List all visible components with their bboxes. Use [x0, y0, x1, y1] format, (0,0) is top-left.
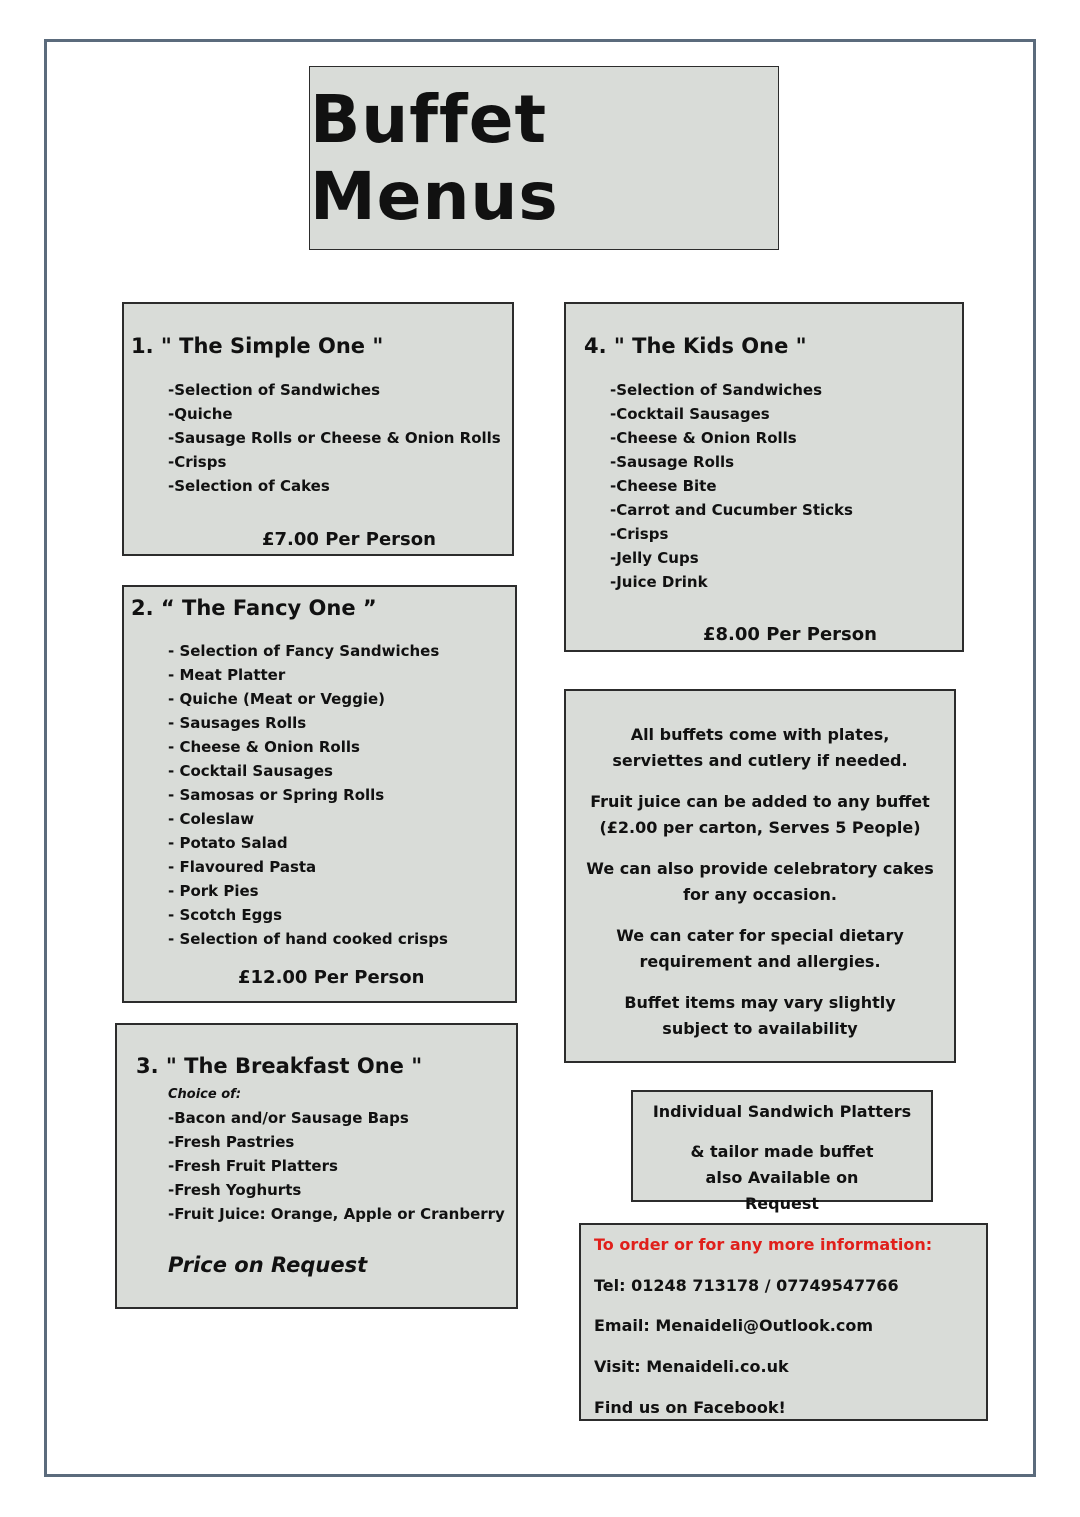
- menu-fancy-title: 2. “ The Fancy One ”: [131, 596, 377, 620]
- list-item: -Crisps: [168, 453, 227, 471]
- list-item: -Cocktail Sausages: [610, 405, 770, 423]
- contact-tel: Tel: 01248 713178 / 07749547766: [594, 1276, 899, 1295]
- list-item: -Fresh Pastries: [168, 1133, 295, 1151]
- contact-website: Visit: Menaideli.co.uk: [594, 1357, 789, 1376]
- list-item: -Selection of Sandwiches: [610, 381, 822, 399]
- contact-heading: To order or for any more information:: [594, 1235, 933, 1254]
- platters-line: Individual Sandwich Platters: [652, 1102, 912, 1121]
- menu-breakfast-box: [115, 1023, 518, 1309]
- menu-kids-price: £8.00 Per Person: [703, 624, 877, 645]
- list-item: - Quiche (Meat or Veggie): [168, 690, 385, 708]
- menu-breakfast-price: Price on Request: [168, 1253, 368, 1277]
- list-item: -Juice Drink: [610, 573, 708, 591]
- info-paragraph: Buffet items may vary slightly subject to availability: [624, 993, 896, 1038]
- info-paragraph: All buffets come with plates, serviettes and cutlery if needed.: [612, 725, 908, 770]
- list-item: -Jelly Cups: [610, 549, 699, 567]
- menu-simple-title: 1. " The Simple One ": [131, 334, 384, 358]
- menu-fancy-box: [122, 585, 517, 1003]
- list-item: -Sausage Rolls or Cheese & Onion Rolls: [168, 429, 501, 447]
- list-item: - Selection of hand cooked crisps: [168, 930, 448, 948]
- list-item: -Quiche: [168, 405, 233, 423]
- list-item: - Scotch Eggs: [168, 906, 283, 924]
- list-item: - Flavoured Pasta: [168, 858, 317, 876]
- info-paragraph: We can also provide celebratory cakes for any occasion.: [586, 859, 934, 904]
- list-item: - Coleslaw: [168, 810, 255, 828]
- menu-simple-items: [168, 378, 501, 498]
- contact-facebook: Find us on Facebook!: [594, 1398, 786, 1417]
- page-title: Buffet Menus: [310, 81, 559, 235]
- list-item: -Selection of Cakes: [168, 477, 330, 495]
- menu-simple-box: [122, 302, 514, 556]
- info-box: [564, 689, 956, 1063]
- menu-breakfast-choice-label: Choice of:: [168, 1087, 242, 1102]
- menu-breakfast-title: 3. " The Breakfast One ": [136, 1054, 423, 1078]
- list-item: -Cheese & Onion Rolls: [610, 429, 797, 447]
- list-item: - Pork Pies: [168, 882, 259, 900]
- title-box: [309, 66, 779, 250]
- list-item: - Cocktail Sausages: [168, 762, 333, 780]
- info-paragraph: Fruit juice can be added to any buffet (£2.00 per carton, Serves 5 People): [590, 792, 930, 837]
- platters-line: & tailor made buffet also Available on Request: [690, 1142, 874, 1213]
- list-item: -Fresh Yoghurts: [168, 1181, 302, 1199]
- menu-kids-items: [610, 378, 853, 594]
- menu-fancy-price: £12.00 Per Person: [238, 967, 425, 988]
- list-item: -Selection of Sandwiches: [168, 381, 380, 399]
- menu-breakfast-items: [168, 1106, 505, 1226]
- list-item: -Sausage Rolls: [610, 453, 735, 471]
- platters-box: [631, 1090, 933, 1213]
- list-item: - Samosas or Spring Rolls: [168, 786, 385, 804]
- menu-fancy-items: [168, 639, 448, 951]
- list-item: -Cheese Bite: [610, 477, 717, 495]
- list-item: -Carrot and Cucumber Sticks: [610, 501, 853, 519]
- list-item: - Meat Platter: [168, 666, 286, 684]
- list-item: -Fresh Fruit Platters: [168, 1157, 338, 1175]
- menu-simple-price: £7.00 Per Person: [262, 529, 436, 550]
- list-item: - Selection of Fancy Sandwiches: [168, 642, 440, 660]
- contact-email: Email: Menaideli@Outlook.com: [594, 1316, 874, 1335]
- list-item: -Bacon and/or Sausage Baps: [168, 1109, 409, 1127]
- info-paragraph: We can cater for special dietary requirement and allergies.: [616, 926, 904, 971]
- menu-kids-title: 4. " The Kids One ": [584, 334, 807, 358]
- list-item: - Cheese & Onion Rolls: [168, 738, 360, 756]
- contact-box: [579, 1223, 988, 1421]
- list-item: - Sausages Rolls: [168, 714, 307, 732]
- list-item: - Potato Salad: [168, 834, 288, 852]
- list-item: -Crisps: [610, 525, 669, 543]
- menu-kids-box: [564, 302, 964, 652]
- list-item: -Fruit Juice: Orange, Apple or Cranberry: [168, 1205, 505, 1223]
